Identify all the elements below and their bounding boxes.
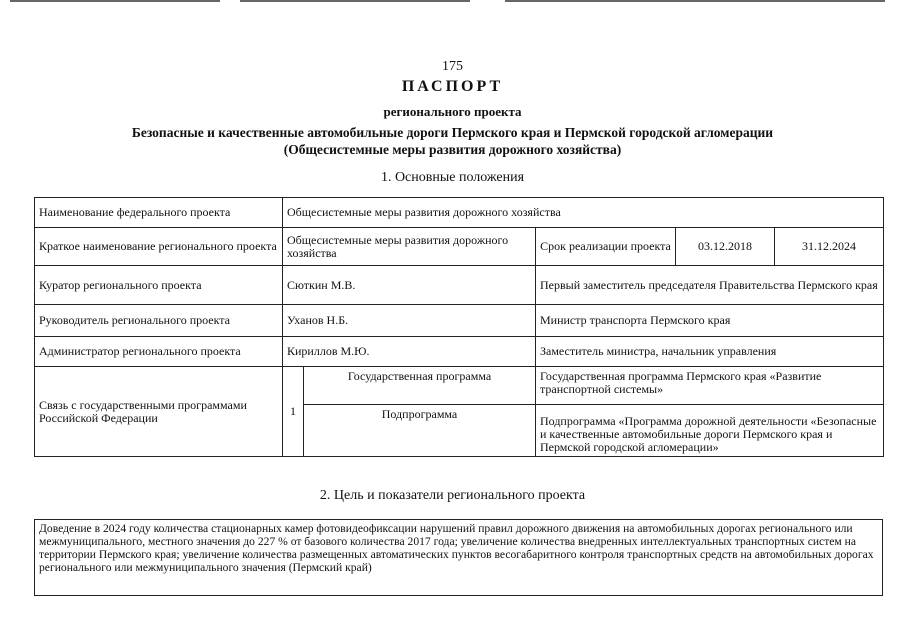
admin-position: Заместитель министра, начальник управления <box>536 337 884 367</box>
subprogram-value: Подпрограмма «Программа дорожной деятельности «Безопасные и качественные автомобильные дороги Пермского края и Пермской городской агломерации» <box>536 405 884 457</box>
table-row <box>35 337 884 367</box>
federal-project-label: Наименование федерального проекта <box>35 198 283 228</box>
project-goal-text: Доведение в 2024 году количества стационарных камер фотовидеофиксации нарушений правил дорожного движения на автомобильных дорогах регионального или межмуниципального, местного значения до 227 % от базового количества 2017 года; увеличение количества внедренных интеллектуальных транспортных систем на территории Пермского края; увеличение количества размещенных автоматических пунктов весогабаритного контроля транспортных средств на автомобильных дорогах регионального или межмуниципального значения (Пермский край) <box>34 519 883 596</box>
document-subtitle: регионального проекта <box>383 104 522 119</box>
head-name: Уханов Н.Б. <box>283 305 536 337</box>
curator-name: Сюткин М.В. <box>283 266 536 305</box>
term-label: Срок реализации проекта <box>536 228 676 266</box>
term-start: 03.12.2018 <box>676 228 775 266</box>
program-link-label: Связь с государственными программами Российской Федерации <box>35 367 283 457</box>
table-row <box>35 367 884 405</box>
curator-position: Первый заместитель председателя Правительства Пермского края <box>536 266 884 305</box>
head-position: Министр транспорта Пермского края <box>536 305 884 337</box>
state-program-label: Государственная программа <box>304 367 536 405</box>
page-number: 175 <box>442 59 463 74</box>
scan-edge-line <box>240 0 470 2</box>
table-row <box>35 198 884 228</box>
head-label: Руководитель регионального проекта <box>35 305 283 337</box>
project-name <box>0 124 905 158</box>
subprogram-label: Подпрограмма <box>304 405 536 457</box>
federal-project-value: Общесистемные меры развития дорожного хозяйства <box>283 198 884 228</box>
section-1-heading: 1. Основные положения <box>380 170 525 185</box>
table-row <box>35 305 884 337</box>
short-name-value: Общесистемные меры развития дорожного хозяйства <box>283 228 536 266</box>
table-row <box>35 266 884 305</box>
project-name-line1: Безопасные и качественные автомобильные дороги Пермского края и Пермской городской агломерации <box>131 125 774 140</box>
scan-edge-line <box>505 0 885 2</box>
admin-name: Кириллов М.Ю. <box>283 337 536 367</box>
document-title: ПАСПОРТ <box>401 78 504 95</box>
main-provisions-table <box>34 197 884 457</box>
project-name-line2: (Общесистемные меры развития дорожного хозяйства) <box>283 142 622 157</box>
short-name-label: Краткое наименование регионального проекта <box>35 228 283 266</box>
curator-label: Куратор регионального проекта <box>35 266 283 305</box>
program-link-number: 1 <box>283 367 304 457</box>
scan-edge-line <box>10 0 220 2</box>
admin-label: Администратор регионального проекта <box>35 337 283 367</box>
section-2-heading: 2. Цель и показатели регионального проекта <box>319 488 586 503</box>
state-program-value: Государственная программа Пермского края «Развитие транспортной системы» <box>536 367 884 405</box>
table-row <box>35 228 884 266</box>
term-end: 31.12.2024 <box>775 228 884 266</box>
